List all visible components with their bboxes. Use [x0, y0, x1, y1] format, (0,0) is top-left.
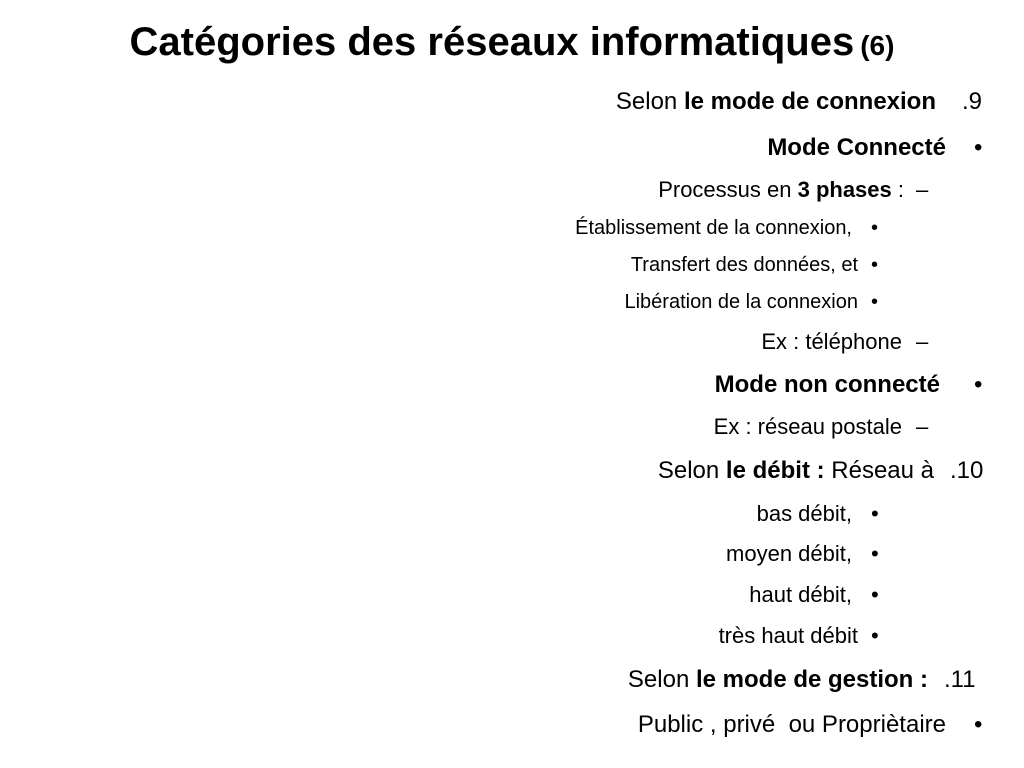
dash-icon: – — [916, 177, 929, 202]
slide-title — [0, 14, 1024, 74]
item-text — [767, 136, 946, 160]
item-number: .9 — [962, 88, 983, 115]
bullet-icon: • — [871, 541, 879, 566]
item-text — [628, 668, 928, 692]
bullet-icon: • — [974, 371, 983, 398]
item-prefix: moyen débit, — [726, 541, 852, 566]
item-prefix: Ex : téléphone — [761, 329, 902, 354]
bullet-icon: • — [871, 501, 879, 526]
item-bold: 3 phases — [797, 177, 892, 202]
item-prefix: très haut débit — [718, 623, 858, 648]
bullet-icon: • — [974, 711, 983, 738]
item-bold: le mode de connexion — [683, 88, 936, 115]
bullet-icon: • — [871, 217, 879, 239]
item-bold: le mode de gestion : — [695, 666, 928, 693]
bullet-icon: • — [871, 291, 879, 313]
title-number: (6) — [860, 30, 895, 61]
bullet-icon: • — [871, 623, 879, 648]
item-text — [658, 179, 904, 201]
item-suffix: : — [891, 177, 904, 202]
bullet-icon: • — [974, 134, 983, 161]
item-number: .11 — [944, 666, 976, 693]
item-text — [616, 90, 936, 114]
dash-icon: – — [916, 329, 929, 354]
item-bold: Mode Connecté — [767, 134, 946, 161]
item-prefix: bas débit, — [756, 501, 852, 526]
bullet-icon: • — [871, 254, 879, 276]
bullet-icon: • — [871, 582, 879, 607]
item-text — [749, 584, 852, 606]
item-text — [658, 459, 934, 483]
item-number: .10 — [950, 457, 984, 484]
item-text — [757, 503, 852, 525]
item-text — [726, 543, 852, 565]
item-text — [624, 292, 858, 312]
item-prefix: Selon — [627, 666, 696, 693]
item-bold: le débit : — [725, 457, 825, 484]
item-text — [761, 331, 902, 353]
title-main: Catégories des réseaux informatiques — [129, 20, 855, 64]
item-suffix: Réseau à — [824, 457, 934, 484]
dash-icon: – — [916, 414, 929, 439]
item-prefix: Public , privé ou Propriètaire — [637, 711, 946, 738]
item-prefix: Selon — [615, 88, 684, 115]
item-bold: Mode non connecté — [714, 371, 940, 398]
item-prefix: Processus en — [658, 177, 798, 202]
item-prefix: Ex : réseau postale — [713, 414, 902, 439]
item-text — [631, 255, 858, 275]
item-text — [714, 416, 902, 438]
item-prefix: Selon — [657, 457, 726, 484]
item-prefix: haut débit, — [749, 582, 852, 607]
item-text — [719, 625, 858, 647]
item-text — [715, 373, 940, 397]
item-prefix: Établissement de la connexion, — [575, 217, 852, 239]
item-prefix: Libération de la connexion — [624, 291, 858, 313]
item-text — [575, 218, 852, 238]
item-text — [638, 713, 946, 737]
item-prefix: Transfert des données, et — [630, 254, 858, 276]
